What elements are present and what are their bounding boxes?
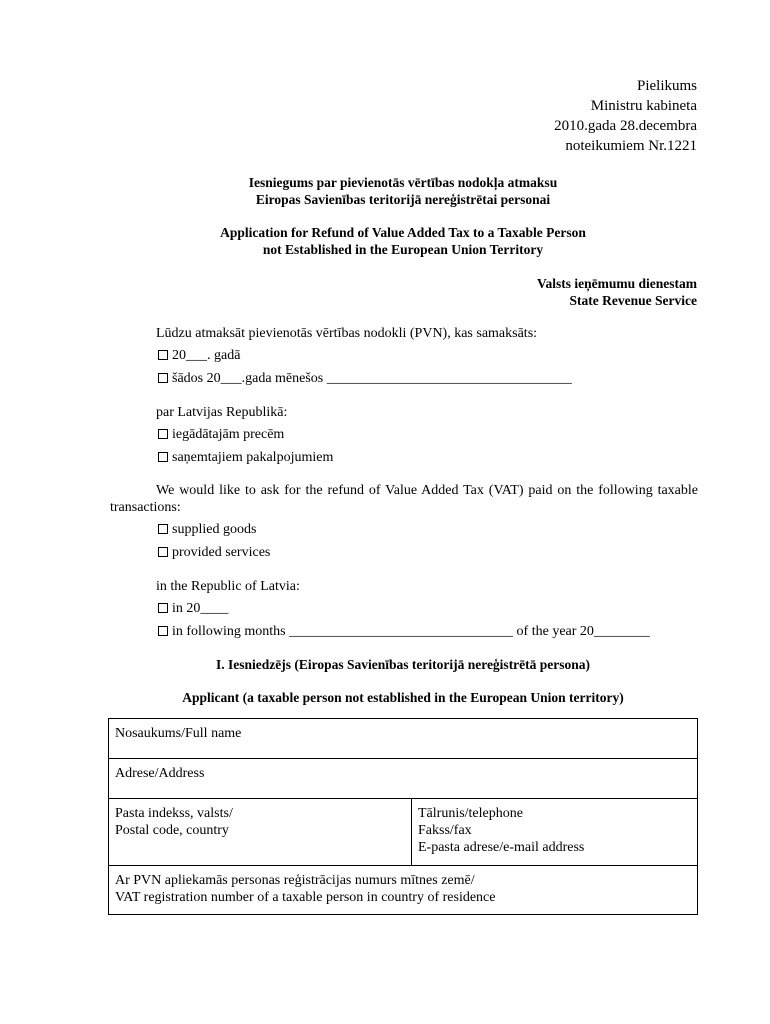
option-goods-latvian (158, 426, 284, 443)
option-provided-services (158, 544, 270, 561)
applicant-heading-english: Applicant (a taxable person not established in the European Union territory) (182, 690, 624, 705)
recipient-block (537, 275, 697, 309)
checkbox-year-lv[interactable] (158, 350, 168, 360)
field-label: Postal code, country (115, 823, 229, 838)
field-label: E-pasta adrese/e-mail address (418, 840, 585, 855)
contact-field[interactable] (412, 799, 698, 866)
full-name-field[interactable] (109, 719, 698, 759)
title-english (108, 224, 698, 258)
annex-line: Pielikums (636, 78, 697, 94)
option-year-latvian (158, 347, 240, 364)
title-line: Iesniegums par pievienotās vērtības nodokļa atmaksu (248, 175, 558, 190)
option-label: saņemtajiem pakalpojumiem (172, 450, 334, 465)
recipient-english: State Revenue Service (569, 293, 697, 308)
annex-line: 2010.gada 28.decembra (554, 118, 697, 134)
field-label: Adrese/Address (115, 766, 205, 781)
field-label: Pasta indekss, valsts/ (115, 806, 233, 821)
annex-line: noteikumiem Nr.1221 (565, 138, 697, 154)
field-label: Ar PVN apliekamās personas reģistrācijas numurs mītnes zemē/ (115, 873, 475, 888)
vat-registration-field[interactable] (109, 866, 698, 915)
option-year-english (158, 600, 228, 617)
checkbox-months-lv[interactable] (158, 373, 168, 383)
option-label: in following months ________________________________ of the year 20________ (172, 624, 650, 639)
checkbox-services-lv[interactable] (158, 452, 168, 462)
recipient-latvian: Valsts ieņēmumu dienestam (536, 276, 697, 291)
table-row (109, 719, 698, 759)
annex-reference (554, 76, 697, 156)
table-row (109, 799, 698, 866)
checkbox-goods-lv[interactable] (158, 429, 168, 439)
option-months-english (158, 623, 650, 640)
option-label: šādos 20___.gada mēnešos ___________________________________ (172, 371, 572, 386)
request-text-english: We would like to ask for the refund of Value Added Tax (VAT) paid on the following taxable transactions: (110, 483, 698, 515)
field-label: Fakss/fax (418, 823, 472, 838)
option-label: supplied goods (172, 522, 257, 537)
title-line: Application for Refund of Value Added Tax to a Taxable Person (220, 225, 586, 240)
applicant-form-table (108, 718, 698, 915)
checkbox-months-en[interactable] (158, 626, 168, 636)
table-row (109, 759, 698, 799)
title-line: Eiropas Savienības teritorijā nereģistrētai personai (255, 192, 551, 207)
annex-line: Ministru kabineta (590, 98, 697, 114)
option-months-latvian (158, 370, 572, 387)
request-text-latvian: Lūdzu atmaksāt pievienotās vērtības nodokli (PVN), kas samaksāts: (156, 326, 538, 341)
applicant-heading-latvian: I. Iesniedzējs (Eiropas Savienības teritorijā nereģistrētā persona) (215, 657, 591, 672)
in-republic-english: in the Republic of Latvia: (156, 579, 300, 594)
option-label: iegādātajām precēm (172, 427, 285, 442)
table-row (109, 866, 698, 915)
field-label: VAT registration number of a taxable person in country of residence (115, 890, 496, 905)
title-line: not Established in the European Union Territory (262, 242, 544, 257)
option-services-latvian (158, 449, 333, 466)
checkbox-year-en[interactable] (158, 603, 168, 613)
field-label: Tālrunis/telephone (418, 806, 523, 821)
address-field[interactable] (109, 759, 698, 799)
option-supplied-goods (158, 521, 256, 538)
option-label: provided services (172, 545, 271, 560)
option-label: in 20____ (172, 601, 229, 616)
checkbox-supplied-goods[interactable] (158, 524, 168, 534)
option-label: 20___. gadā (172, 348, 241, 363)
title-latvian (108, 174, 698, 208)
checkbox-provided-services[interactable] (158, 547, 168, 557)
in-republic-latvian: par Latvijas Republikā: (156, 405, 288, 420)
postal-code-country-field[interactable] (109, 799, 412, 866)
field-label: Nosaukums/Full name (115, 726, 242, 741)
